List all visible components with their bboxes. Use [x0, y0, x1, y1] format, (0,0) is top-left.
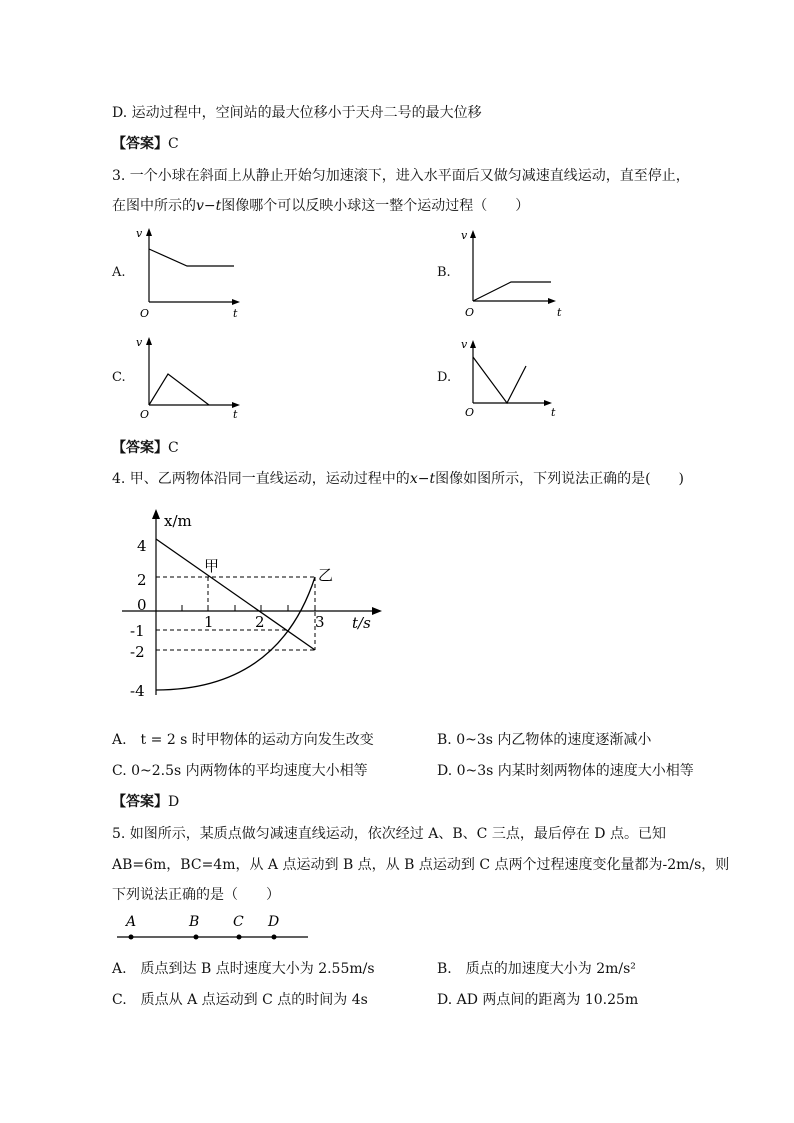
q3-option-a-label: A. [112, 265, 126, 280]
q3-graph-d [452, 330, 572, 425]
graph-a-curve [149, 249, 234, 266]
x-axis-label: x/m [164, 512, 192, 530]
q3-stem-post: 图像哪个可以反映小球这一整个运动过程（ ） [221, 198, 530, 214]
t-axis-arrow [372, 607, 382, 615]
q4-stem-pre: 4. 甲、乙两物体沿同一直线运动，运动过程中的 [112, 471, 410, 487]
v-label: v [461, 229, 468, 242]
q3-graph-c [128, 330, 248, 425]
t-label: t [557, 306, 562, 319]
v-axis-arrow [470, 230, 476, 238]
origin-label: O [140, 408, 150, 421]
q4-option-a: A. t = 2 s 时甲物体的运动方向发生改变 [112, 732, 374, 748]
q3-stem-line1: 3. 一个小球在斜面上从静止开始匀加速滚下，进入水平面后又做匀减速直线运动，直至停止， [112, 168, 690, 184]
v-label: v [136, 336, 143, 349]
q3-option-d-label: D. [437, 370, 452, 385]
q5-option-b: B. 质点的加速度大小为 2m/s² [437, 961, 636, 977]
t-tick-1: 1 [204, 613, 214, 631]
t-axis-arrow [232, 299, 240, 305]
point-d [272, 935, 277, 940]
q3-option-b-label: B. [437, 265, 451, 280]
q5-option-c: C. 质点从 A 点运动到 C 点的时间为 4s [112, 992, 368, 1008]
q4-stem [112, 468, 684, 488]
y-tick-0: 0 [137, 596, 147, 614]
t-axis-arrow [548, 298, 556, 304]
q5-option-d: D. AD 两点间的距离为 10.25m [437, 992, 639, 1008]
y-tick-2: 2 [137, 571, 147, 589]
q5-line-diagram [112, 910, 312, 946]
t-tick-3: 3 [315, 613, 325, 631]
q5-stem-line2: AB=6m，BC=4m，从 A 点运动到 B 点，从 B 点运动到 C 点两个过程速度变化量都为-2m/s，则 [112, 857, 730, 873]
q5-stem-line3: 下列说法正确的是（ ） [112, 887, 280, 903]
q2-option-d: D. 运动过程中，空间站的最大位移小于天舟二号的最大位移 [112, 105, 482, 121]
q5-stem-line1: 5. 如图所示，某质点做匀减速直线运动，依次经过 A、B、C 三点，最后停在 D 点。已知 [112, 826, 666, 842]
origin-label: O [140, 307, 150, 320]
jia-line [156, 539, 315, 650]
label-b: B [189, 914, 200, 930]
q4-stem-post: 图像如图所示，下列说法正确的是( ) [435, 471, 685, 487]
label-a: A [126, 914, 137, 930]
t-axis-label: t/s [352, 614, 371, 632]
label-c: C [233, 914, 244, 930]
v-axis-arrow [470, 340, 476, 348]
q4-stem-var: x−t [409, 471, 436, 487]
origin-label: O [465, 406, 475, 419]
q3-option-c-label: C. [112, 370, 126, 385]
y-tick-4: 4 [137, 537, 147, 555]
q3-graph-a [128, 222, 248, 322]
answer-value: D [168, 794, 180, 810]
y-tick-neg1: -1 [130, 622, 145, 640]
v-label: v [136, 227, 143, 240]
answer-label: 【答案】 [112, 440, 168, 456]
t-label: t [233, 307, 238, 320]
point-b [194, 935, 199, 940]
label-d: D [268, 914, 280, 930]
q4-answer [112, 791, 179, 811]
v-axis-arrow [146, 228, 152, 236]
answer-label: 【答案】 [112, 794, 168, 810]
q4-option-c: C. 0~2.5s 内两物体的平均速度大小相等 [112, 763, 368, 779]
graph-d-curve [473, 357, 526, 403]
q3-graph-b [452, 222, 572, 322]
jia-label: 甲 [204, 557, 220, 575]
t-tick-2: 2 [255, 613, 265, 631]
q5-option-a: A. 质点到达 B 点时速度大小为 2.55m/s [112, 961, 375, 977]
point-c [237, 935, 242, 940]
t-label: t [233, 408, 238, 421]
v-axis-arrow [146, 337, 152, 345]
q3-stem-line2 [112, 195, 529, 215]
answer-value: C [168, 440, 179, 456]
q4-option-d: D. 0~3s 内某时刻两物体的速度大小相等 [437, 763, 694, 779]
t-label: t [551, 406, 556, 419]
answer-label: 【答案】 [112, 136, 168, 152]
point-a [129, 935, 134, 940]
answer-value: C [168, 136, 179, 152]
q3-answer [112, 437, 179, 457]
q3-stem-var: v−t [196, 198, 222, 214]
yi-label: 乙 [318, 566, 334, 584]
q3-stem-pre: 在图中所示的 [112, 198, 196, 214]
origin-label: O [465, 306, 475, 319]
v-label: v [461, 338, 468, 351]
graph-b-curve [473, 282, 551, 301]
q4-xt-graph [118, 500, 393, 705]
graph-c-curve [149, 374, 209, 405]
y-tick-neg2: -2 [130, 643, 145, 661]
x-axis-arrow [152, 509, 160, 519]
q2-answer [112, 133, 179, 153]
y-tick-neg4: -4 [130, 682, 145, 700]
q4-option-b: B. 0~3s 内乙物体的速度逐渐减小 [437, 732, 652, 748]
